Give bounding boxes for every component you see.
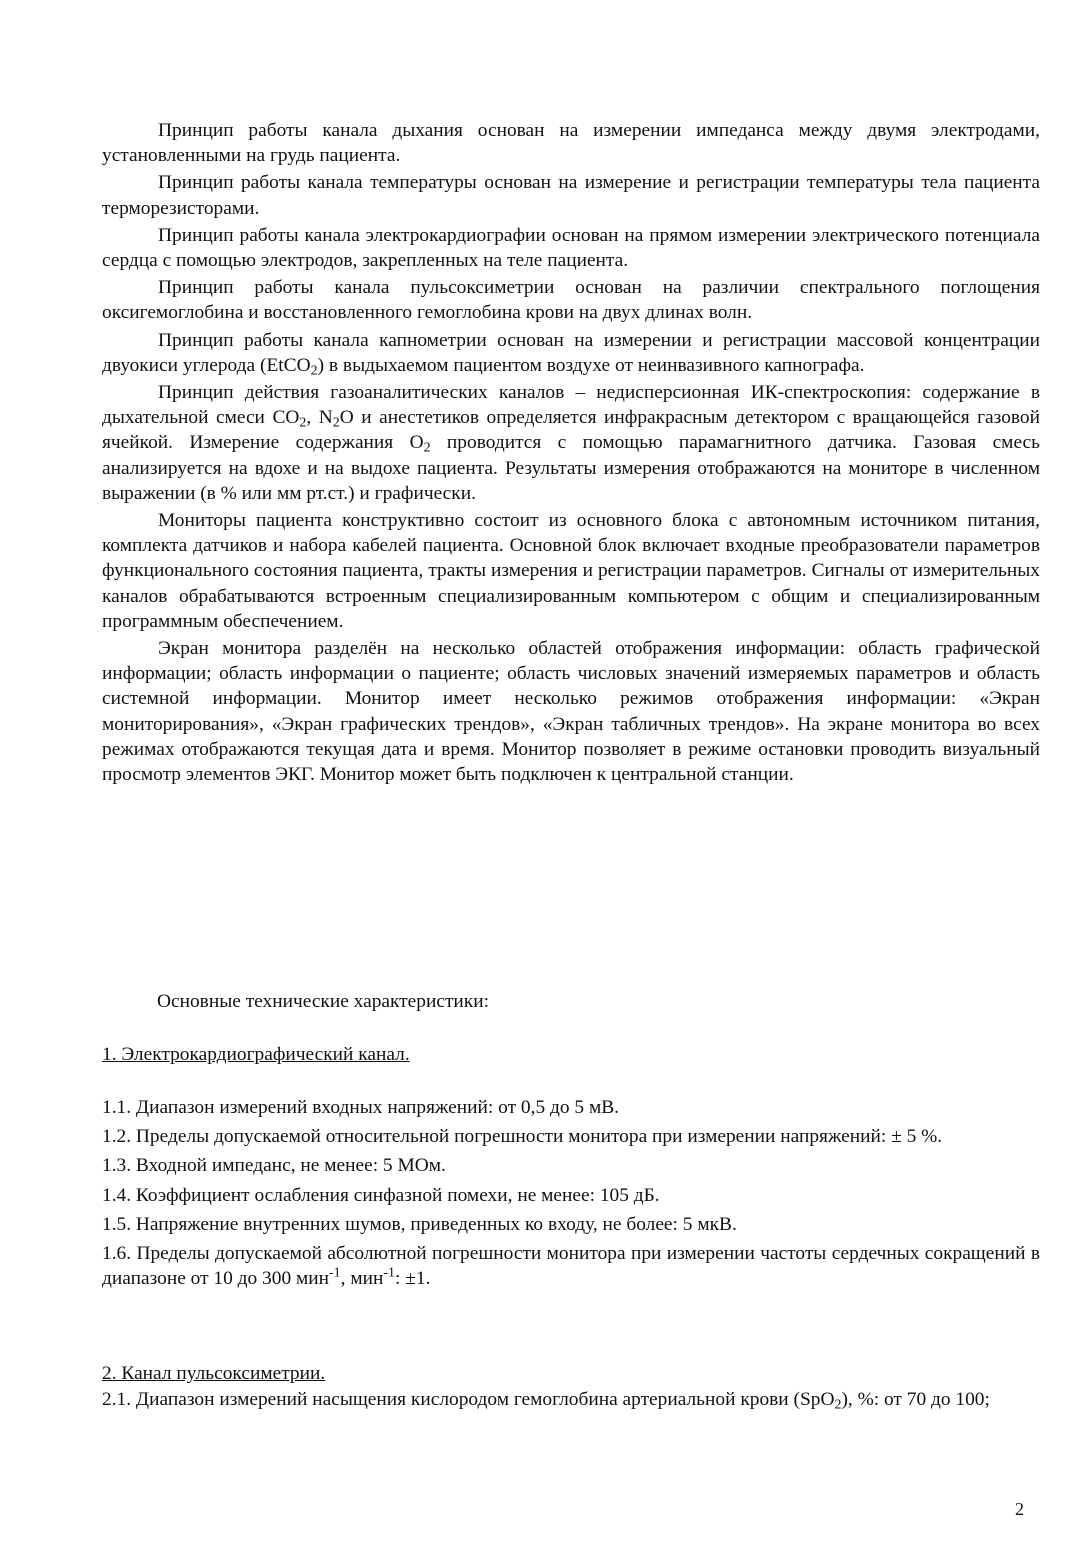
gas-subscript-n2o: 2: [332, 415, 340, 431]
spec-2-1-text-a: 2.1. Диапазон измерений насыщения кислородом гемоглобина артериальной крови (SpO: [102, 1389, 835, 1410]
capnometry-text-b: ) в выдыхаемом пациентом воздухе от неинвазивного капнографа.: [317, 354, 865, 376]
spec-item-1-2: 1.2. Пределы допускаемой относительной погрешности монитора при измерении напряжений: ± 5 %.: [102, 1126, 943, 1148]
gas-subscript-o2: 2: [423, 440, 431, 456]
paragraph-gas-analysis: [102, 380, 1040, 506]
capnometry-text-a: Принцип работы канала капнометрии основан на измерении и регистрации массовой концентрации двуокиси углерода (EtCO: [102, 329, 1040, 376]
spec-1-6-text-c: : ±1.: [395, 1268, 431, 1290]
page-number: 2: [1015, 1499, 1024, 1519]
specs-heading: Основные технические характеристики:: [157, 991, 489, 1012]
paragraph-construction: Мониторы пациента конструктивно состоит из основного блока с автономным источником питания, комплекта датчиков и набора кабелей пациента. Основной блок включает входные преобразователи параметров функционального состояния пациента, тракты измерения и регистрации параметров. Сигналы от измерительных каналов обрабатываются встроенным специализированным компьютером с общим и специализированным программным обеспечением.: [102, 510, 1040, 632]
spec-item-1-3: 1.3. Входной импеданс, не менее: 5 МОм.: [102, 1155, 446, 1177]
paragraph-respiration: Принцип работы канала дыхания основан на измерении импеданса между двумя электродами, установленными на грудь пациента.: [102, 120, 1040, 167]
paragraph-pulse-oximetry: Принцип работы канала пульсоксиметрии основан на различии спектрального поглощения оксигемоглобина и восстановленного гемоглобина крови на двух длинах волн.: [102, 277, 1040, 324]
paragraph-capnometry: [102, 328, 1040, 378]
gas-text-b: , N: [306, 407, 333, 429]
spec-1-6-text-b: , мин: [340, 1268, 384, 1290]
spec-1-6-sup-1: -1: [329, 1265, 341, 1281]
gas-text-a: Принцип действия газоаналитических каналов – недисперсионная ИК-спектроскопия: содержание в дыхательной смеси CO: [102, 382, 1040, 429]
spec-2-1-subscript: 2: [834, 1397, 842, 1413]
spec-item-1-5: 1.5. Напряжение внутренних шумов, приведенных ко входу, не более: 5 мкВ.: [102, 1213, 737, 1235]
spec-item-1-1: 1.1. Диапазон измерений входных напряжений: от 0,5 до 5 мВ.: [102, 1097, 620, 1118]
section-pulse-oximetry-title: 2. Канал пульсоксиметрии.: [102, 1363, 326, 1384]
gas-text-d: проводится с помощью парамагнитного датчика. Газовая смесь анализируется на вдохе и на выдохе пациента. Результаты измерения отображаются на мониторе в численном выражении (в % или мм рт.ст.) и графически.: [102, 432, 1040, 504]
paragraph-ecg: Принцип работы канала электрокардиографии основан на прямом измерении электрического потенциала сердца с помощью электродов, закрепленных на теле пациента.: [102, 224, 1040, 272]
gas-text-c: O и анестетиков определяется инфракрасным детектором с вращающейся газовой ячейкой. Измерение содержания O: [102, 407, 1041, 454]
paragraph-temperature: Принцип работы канала температуры основан на измерение и регистрации температуры тела пациента терморезисторами.: [102, 172, 1040, 219]
spec-1-6-sup-2: -1: [383, 1265, 396, 1281]
gas-subscript-co2: 2: [299, 415, 307, 431]
section-ecg-title: 1. Электрокардиографический канал.: [102, 1044, 410, 1065]
spec-2-1-text-b: ), %: от 70 до 100;: [841, 1389, 990, 1410]
section-ecg-items: [102, 1095, 1040, 1291]
spec-item-1-4: 1.4. Коэффициент ослабления синфазной помехи, не менее: 105 дБ.: [102, 1184, 660, 1206]
description-block: [102, 118, 1040, 787]
capnometry-subscript: 2: [310, 363, 318, 379]
paragraph-screen: Экран монитора разделён на несколько областей отображения информации: область графической информации; область информации о пациенте; область числовых значений измеряемых параметров и область системной информации. Монитор имеет несколько режимов отображения информации: «Экран мониторирования», «Экран графических трендов», «Экран табличных трендов». На экране монитора во всех режимах отображаются текущая дата и время. Монитор позволяет в режиме остановки проводить визуальный просмотр элементов ЭКГ. Монитор может быть подключен к центральной станции.: [102, 638, 1040, 786]
spec-item-1-6: [102, 1241, 1040, 1291]
spec-1-6-text-a: 1.6. Пределы допускаемой абсолютной погрешности монитора при измерении частоты сердечных сокращений в диапазоне от 10 до 300 мин: [102, 1243, 1040, 1290]
section-pulse-oximetry-items: [102, 1387, 1040, 1412]
spec-item-2-1: [102, 1387, 1040, 1412]
